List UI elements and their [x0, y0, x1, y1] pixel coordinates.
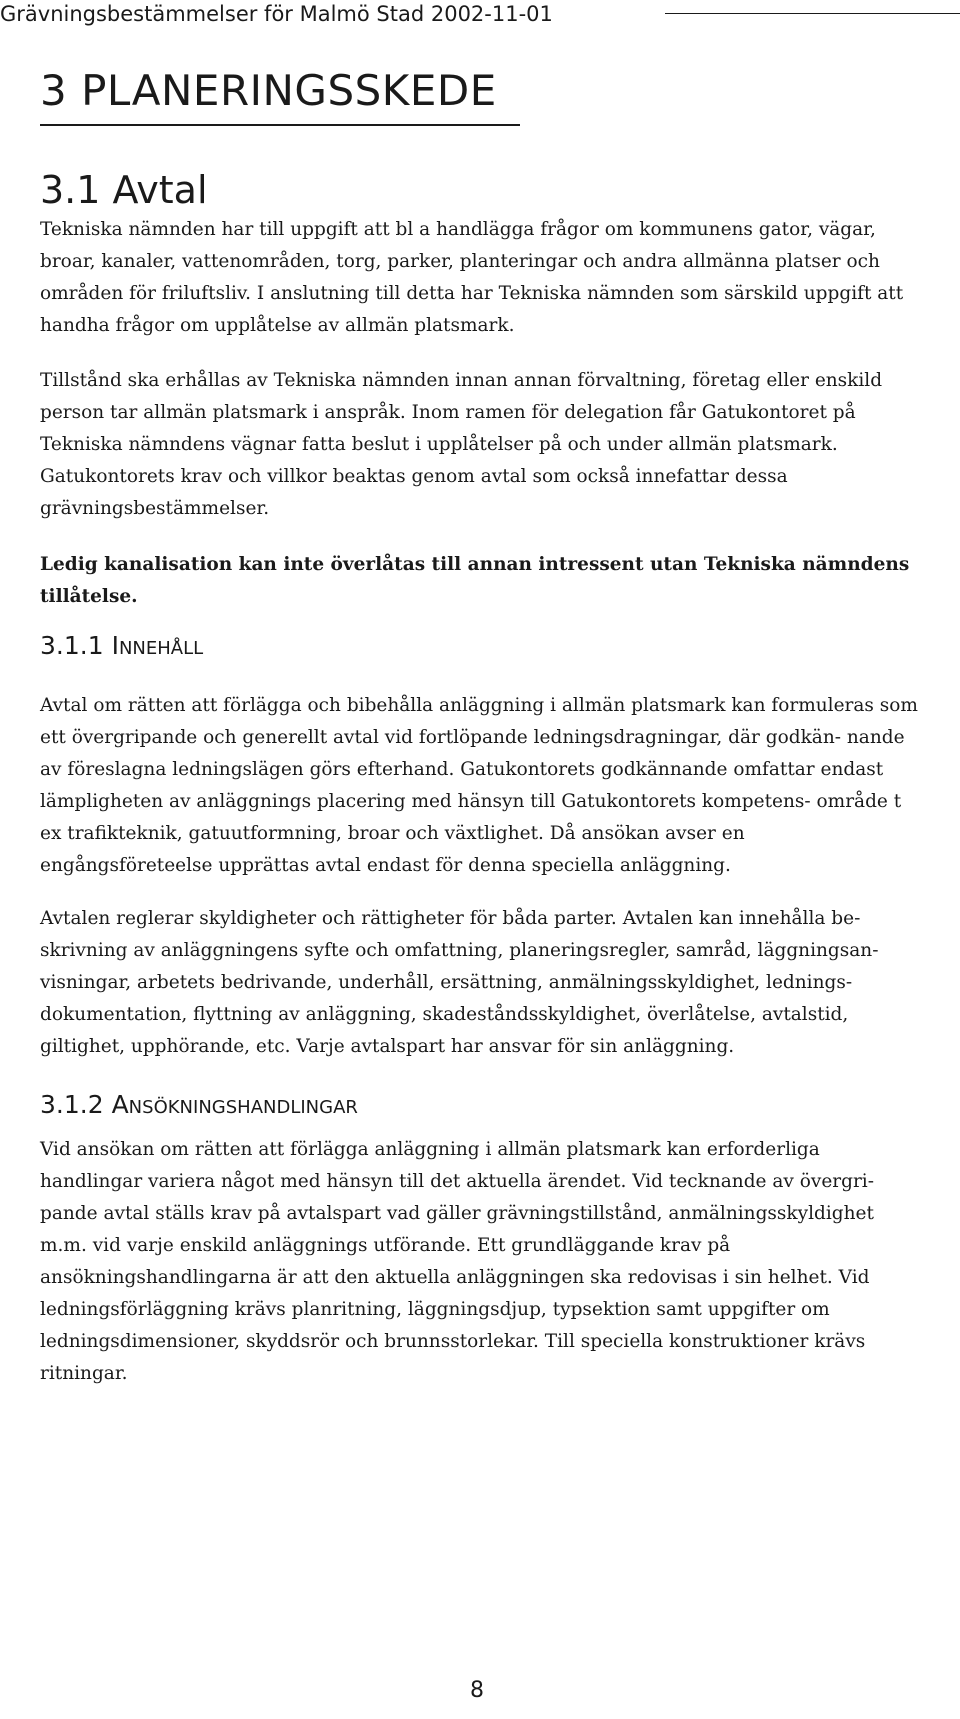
header-rule	[665, 13, 960, 14]
subsection-2-paragraph-1: Vid ansökan om rätten att förlägga anläggning i allmän platsmark kan erforderliga handlingar variera något med hänsyn till det aktuella ärendet. Vid tecknande av övergri- pande avtal ställs krav på avtalspart vad gäller grävningstillstånd, anmälningsskyldighet m.m. vid varje enskild anläggnings utförande. Ett grundläggande krav på ansökningshandlingarna är att den aktuella anläggningen ska redovisas i sin helhet. Vid ledningsförläggning krävs planritning, läggningsdjup, typsektion samt uppgifter om ledningsdimensioner, skyddsrör och brunnsstorlekar. Till speciella konstruktioner krävs ritningar.	[40, 1139, 874, 1384]
subsection-1-paragraph-1: Avtal om rätten att förlägga och bibehålla anläggning i allmän platsmark kan formuleras som ett övergripande och generellt avtal vid fortlöpande ledningsdragningar, där godkän- nande av föreslagna ledningslägen görs efterhand. Gatukontorets godkännande omfattar endast lämpligheten av anläggnings placering med hänsyn till Gatukontorets kompetens- område t ex trafikteknik, gatuutformning, broar och växtlighet. Då ansökan avser en engångsföreteelse upprättas avtal endast för denna speciella anläggning.	[40, 695, 918, 876]
subsection-number: 3.1.1	[40, 631, 104, 660]
chapter-title: 3 PLANERINGSSKEDE	[40, 62, 520, 126]
subsection-number: 3.1.2	[40, 1090, 104, 1119]
running-header-title: Grävningsbestämmelser för Malmö Stad 2002-11-01	[0, 2, 553, 26]
subsection-1-paragraph-2: Avtalen reglerar skyldigheter och rättigheter för båda parter. Avtalen kan innehålla be- skrivning av anläggningens syfte och omfattning, planeringsregler, samråd, läggningsan- visningar, arbetets bedrivande, underhåll, ersättning, anmälningsskyldighet, lednings- dokumentation, flyttning av anläggning, skadeståndsskyldighet, överlåtelse, avtalstid, giltighet, upphörande, etc. Varje avtalspart har ansvar för sin anläggning.	[40, 908, 879, 1057]
subsection-heading-innehall	[40, 630, 203, 662]
subsection-title: Innehåll	[111, 631, 204, 660]
section-paragraph-3-emphasis: Ledig kanalisation kan inte överlåtas till annan intressent utan Tekniska nämndens tillåtelse.	[40, 554, 910, 607]
section-paragraph-2: Tillstånd ska erhållas av Tekniska nämnden innan annan förvaltning, företag eller enskild person tar allmän platsmark i anspråk. Inom ramen för delegation får Gatukontoret på Tekniska nämndens vägnar fatta beslut i upplåtelser på och under allmän platsmark. Gatukontorets krav och villkor beaktas genom avtal som också innefattar dessa grävningsbestämmelser.	[40, 370, 883, 519]
subsection-heading-ansokningshandlingar	[40, 1089, 358, 1121]
page-number: 8	[470, 1678, 484, 1703]
section-title: 3.1 Avtal	[40, 168, 208, 212]
subsection-title: Ansökningshandlingar	[111, 1090, 358, 1119]
running-header	[0, 0, 960, 30]
section-paragraph-1: Tekniska nämnden har till uppgift att bl a handlägga frågor om kommunens gator, vägar, broar, kanaler, vattenområden, torg, parker, planteringar och andra allmänna platser och områden för friluftsliv. I anslutning till detta har Tekniska nämnden som särskild uppgift att handha frågor om upplåtelse av allmän platsmark.	[40, 219, 904, 336]
